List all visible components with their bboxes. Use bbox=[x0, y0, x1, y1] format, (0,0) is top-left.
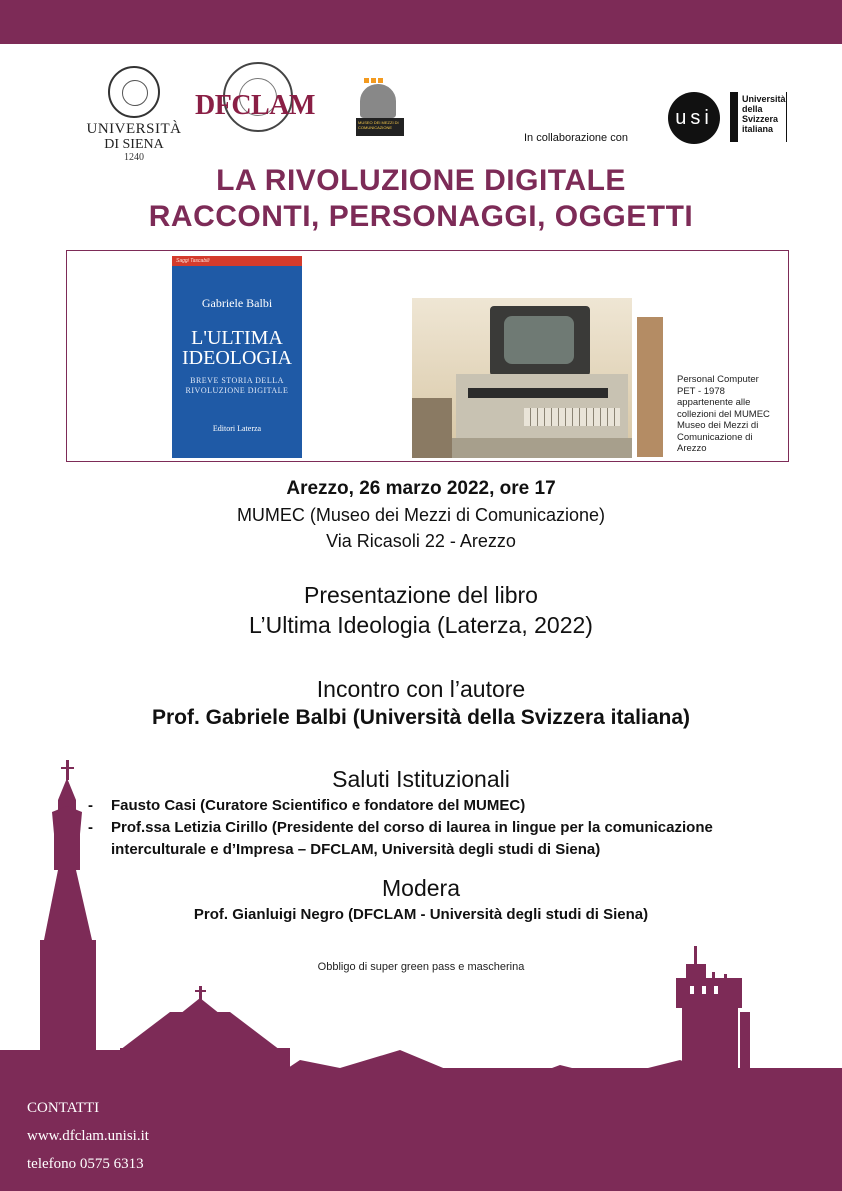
event-info bbox=[0, 476, 842, 554]
moderator-name: Prof. Gianluigi Negro (DFCLAM - Università degli studi di Siena) bbox=[193, 906, 649, 923]
book-series: Saggi Tascabili bbox=[172, 256, 302, 266]
event-address: Via Ricasoli 22 - Arezzo bbox=[326, 531, 516, 551]
unisi-seal-icon bbox=[108, 66, 160, 118]
book-author: Gabriele Balbi bbox=[201, 296, 273, 310]
event-venue: MUMEC (Museo dei Mezzi di Comunicazione) bbox=[236, 505, 606, 525]
keyboard-icon bbox=[524, 408, 620, 426]
book-cover bbox=[172, 256, 302, 458]
author-speaker: Prof. Gabriele Balbi (Università della Svizzera italiana) bbox=[151, 706, 691, 729]
health-notice: Obbligo di super green pass e mascherina bbox=[317, 961, 525, 973]
logo-row bbox=[0, 60, 842, 170]
photo-caption: Personal Computer PET - 1978 appartenente alle collezioni del MUMEC Museo dei Mezzi di Comunicazione di Arezzo bbox=[677, 374, 770, 454]
unisi-logo bbox=[84, 66, 184, 163]
image-panel bbox=[66, 250, 789, 462]
gramophone-horn-icon bbox=[360, 84, 396, 118]
collaboration-label: In collaborazione con bbox=[524, 132, 628, 144]
book-publisher: Editori Laterza bbox=[212, 424, 262, 433]
moderator-heading: Modera bbox=[382, 875, 460, 901]
usi-logo bbox=[668, 92, 798, 144]
book-title: L'ULTIMA IDEOLOGIA bbox=[182, 327, 292, 369]
mumec-plate: MUSEO DEI MEZZI DI COMUNICAZIONE bbox=[356, 118, 404, 136]
greetings-list bbox=[88, 795, 798, 861]
unisi-year: 1240 bbox=[124, 152, 144, 163]
contacts-label: CONTATTI bbox=[27, 1100, 100, 1116]
moderator-section bbox=[0, 873, 842, 927]
presentation-section bbox=[0, 580, 842, 640]
author-section bbox=[0, 674, 842, 732]
author-heading: Incontro con l’autore bbox=[316, 676, 526, 702]
list-item: - Fausto Casi (Curatore Scientifico e fondatore del MUMEC) bbox=[88, 797, 526, 814]
mumec-logo bbox=[350, 70, 408, 136]
usi-circle-mark: usi bbox=[668, 92, 720, 144]
list-item: - Prof.ssa Letizia Cirillo (Presidente del corso di laurea in lingue per la comunicazione interculturale e d’Impresa – DFCLAM, Università degli studi di Siena) bbox=[88, 819, 713, 858]
contacts-phone: telefono 0575 6313 bbox=[27, 1156, 144, 1172]
presentation-book: L’Ultima Ideologia (Laterza, 2022) bbox=[249, 612, 593, 638]
unisi-name-line2: DI SIENA bbox=[104, 137, 164, 152]
mumec-dots-icon bbox=[364, 70, 394, 82]
contacts bbox=[27, 1094, 149, 1178]
greetings-heading: Saluti Istituzionali bbox=[332, 766, 510, 792]
contacts-website-link[interactable]: www.dfclam.unisi.it bbox=[27, 1128, 149, 1144]
greetings-heading-wrap bbox=[0, 764, 842, 794]
usi-text: Università della Svizzera italiana bbox=[742, 94, 786, 134]
event-date: Arezzo, 26 marzo 2022, ore 17 bbox=[286, 478, 556, 499]
dfclam-wordmark: DFCLAM bbox=[195, 90, 315, 121]
unisi-name-line1: UNIVERSITÀ bbox=[86, 121, 182, 137]
title-line2: RACCONTI, PERSONAGGI, OGGETTI bbox=[148, 200, 694, 233]
title-line1: LA RIVOLUZIONE DIGITALE bbox=[216, 164, 626, 197]
book-subtitle: BREVE STORIA DELLA RIVOLUZIONE DIGITALE bbox=[185, 376, 289, 395]
presentation-heading: Presentazione del libro bbox=[304, 582, 538, 608]
top-color-band bbox=[0, 0, 842, 44]
dfclam-logo bbox=[195, 62, 323, 142]
pet-computer-photo bbox=[412, 298, 632, 458]
poster-title bbox=[0, 163, 842, 235]
